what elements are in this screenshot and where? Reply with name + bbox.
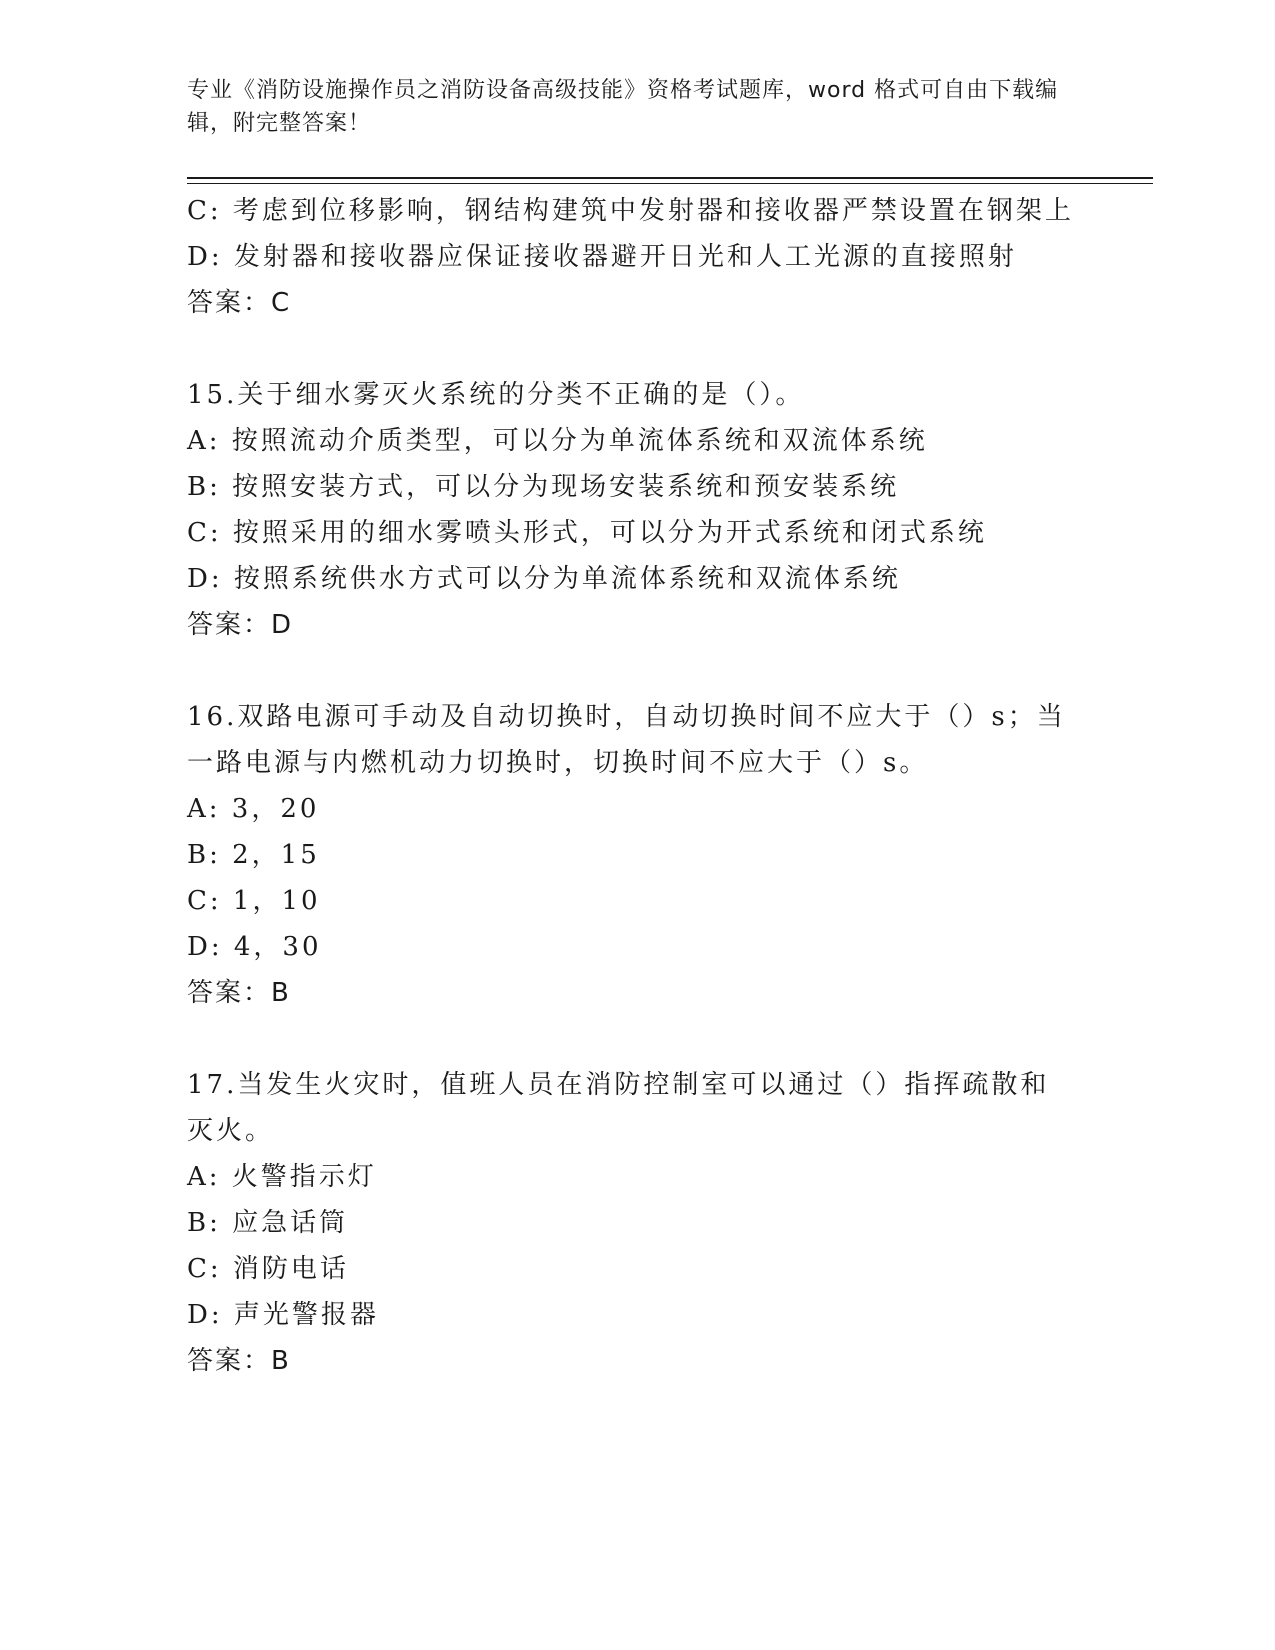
spacer: [187, 326, 1087, 372]
document-intro: 专业《消防设施操作员之消防设备高级技能》资格考试题库，word 格式可自由下载编辑，附完整答案！: [187, 78, 1059, 136]
question-stem: 16.双路电源可手动及自动切换时，自动切换时间不应大于（）s；当一路电源与内燃机动力切换时，切换时间不应大于（）s。: [187, 702, 1066, 778]
option-a: A: 按照流动介质类型，可以分为单流体系统和双流体系统: [187, 426, 928, 456]
option-d: D: 4，30: [187, 932, 322, 962]
question-block-16: [187, 694, 1087, 1016]
answer-line: 答案：D: [187, 610, 294, 640]
header-divider-thick: [187, 177, 1153, 179]
option-c: C: 消防电话: [187, 1254, 349, 1284]
spacer: [187, 1016, 1087, 1062]
option-a: A: 3，20: [187, 794, 320, 824]
answer-line: 答案：C: [187, 288, 292, 318]
option-c: C: 考虑到位移影响，钢结构建筑中发射器和接收器严禁设置在钢架上: [187, 196, 1074, 226]
option-d: D: 声光警报器: [187, 1300, 379, 1330]
option-b: B: 按照安装方式，可以分为现场安装系统和预安装系统: [187, 472, 900, 502]
question-block-15: [187, 372, 1087, 648]
option-b: B: 2，15: [187, 840, 320, 870]
question-stem: 15.关于细水雾灭火系统的分类不正确的是（）。: [187, 380, 805, 410]
answer-line: 答案：B: [187, 978, 291, 1008]
option-a: A: 火警指示灯: [187, 1162, 377, 1192]
question-list: [187, 188, 1087, 1384]
spacer: [187, 648, 1087, 694]
question-stem: 17.当发生火灾时，值班人员在消防控制室可以通过（）指挥疏散和灭火。: [187, 1070, 1050, 1146]
question-block-17: [187, 1062, 1087, 1384]
option-b: B: 应急话筒: [187, 1208, 349, 1238]
question-block-continued: [187, 188, 1087, 326]
option-c: C: 1，10: [187, 886, 321, 916]
header-divider-thin: [187, 183, 1153, 184]
answer-line: 答案：B: [187, 1346, 291, 1376]
option-d: D: 按照系统供水方式可以分为单流体系统和双流体系统: [187, 564, 901, 594]
option-d: D: 发射器和接收器应保证接收器避开日光和人工光源的直接照射: [187, 242, 1017, 272]
option-c: C: 按照采用的细水雾喷头形式，可以分为开式系统和闭式系统: [187, 518, 987, 548]
